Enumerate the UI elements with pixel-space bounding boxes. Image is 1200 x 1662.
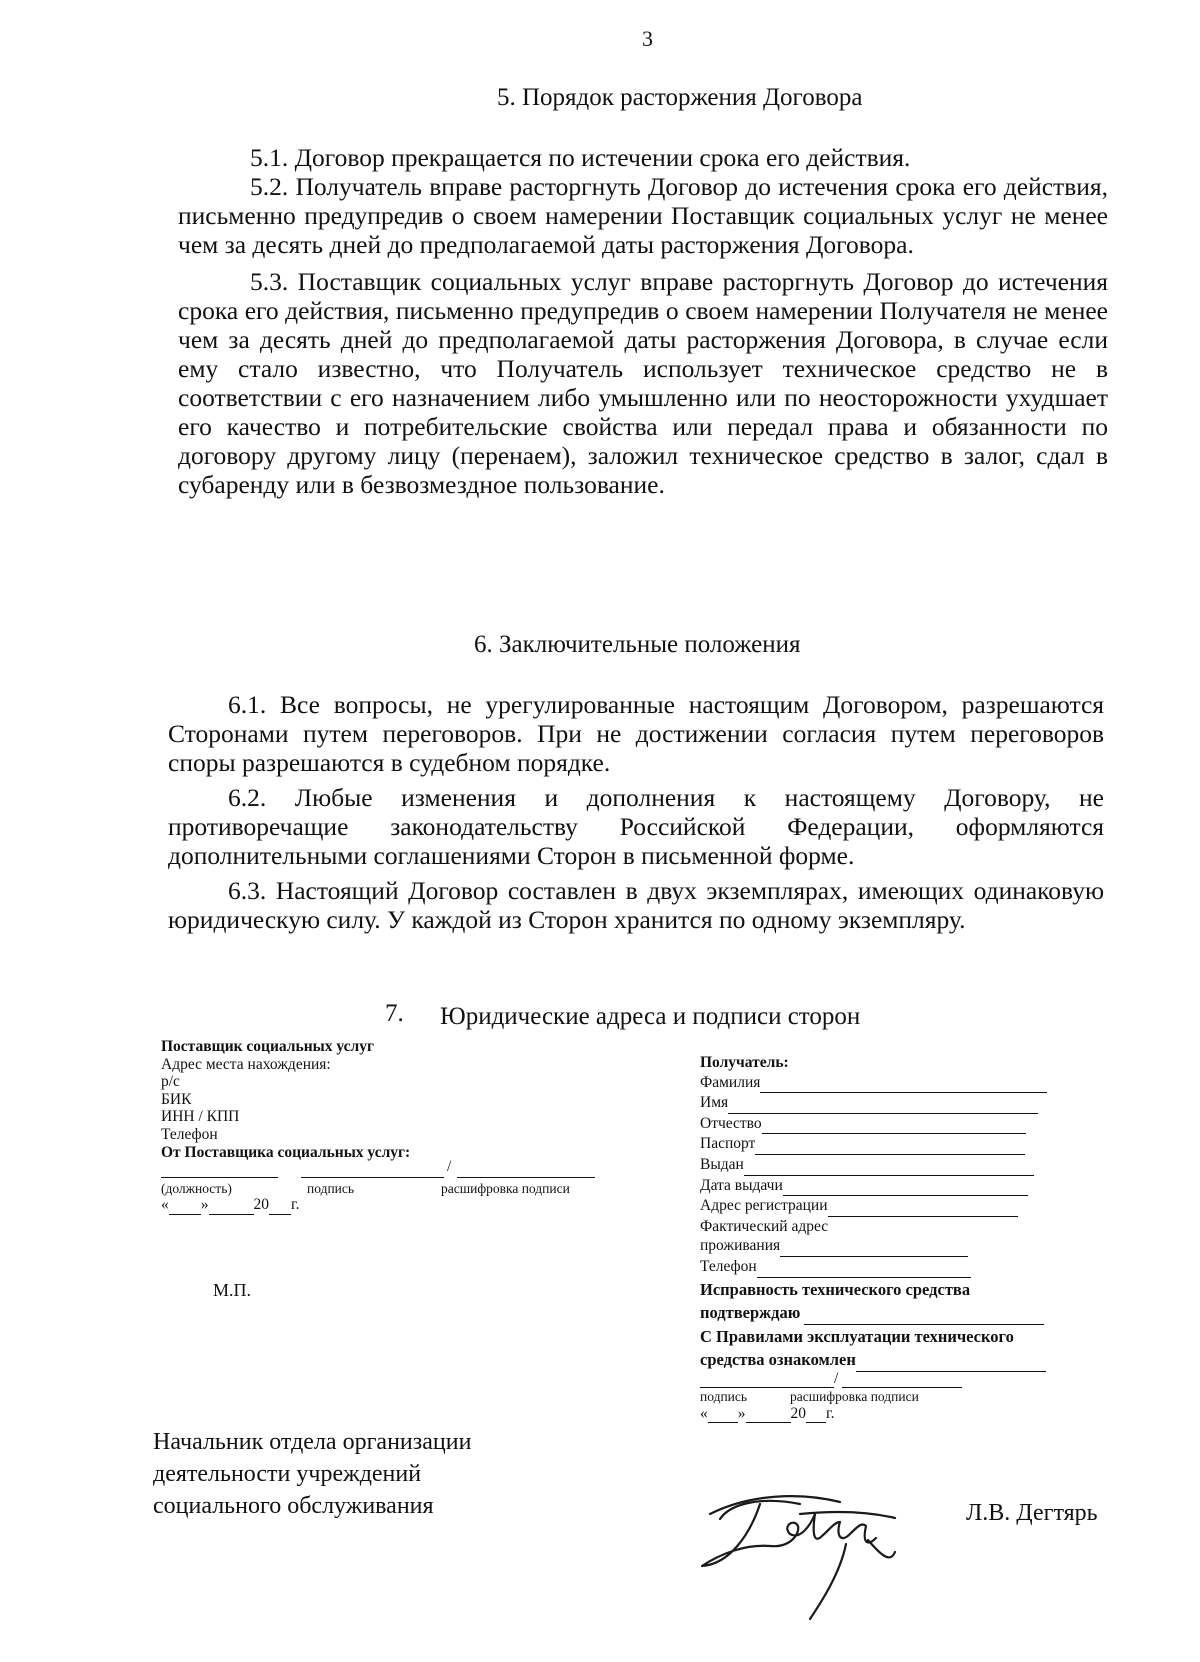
supplier-heading: Поставщик социальных услуг [161,1038,374,1055]
passport-label: Паспорт [700,1135,756,1153]
decoding-caption: расшифровка подписи [441,1181,570,1197]
supplier-inn-label: ИНН / КПП [161,1108,240,1126]
recipient-decoding-line [842,1372,962,1388]
clause-5-1: 5.1. Договор прекращается по истечении срока его действия. [250,143,911,172]
section-7-number: 7. [385,1000,404,1027]
signature-scribble [690,1474,910,1624]
supplier-bik-label: БИК [161,1090,192,1108]
signature-line [301,1161,444,1178]
supplier-signature-captions [161,1180,601,1196]
clause-5-3: 5.3. Поставщик социальных услуг вправе расторгнуть Договор до истечения срока его действия, письменно предупредив о своем намерении Получателя не менее чем за десять дней до предполагаемой даты расторжения Договора, в случае если ему стало известно, что Получатель использует техническое средство не в соответствии с его назначением либо умышленно или по неосторожности ухудшает его качество и потребительские свойства или передал права и обязанности по договору другому лицу (перенаем), заложил техническое средство в залог, сдал в субаренду или в безвозмездное пользование. [178,267,1108,499]
recipient-actual-address-row [700,1236,1100,1257]
decoding-line [457,1161,595,1178]
recipient-signature-lines [700,1369,1100,1389]
chief-title [153,1426,471,1522]
clause-6-1: 6.1. Все вопросы, не урегулированные настоящим Договором, разрешаются Сторонами путем переговоров. При не достижении согласия путем переговоров споры разрешаются в судебном порядке. [168,690,1104,777]
position-caption: (должность) [161,1181,232,1197]
section-5-body [178,143,1108,499]
signer-name: Л.В. Дегтярь [966,1500,1098,1526]
residence-label: проживания [700,1237,781,1255]
chief-title-line1: Начальник отдела организации [153,1429,472,1455]
supplier-block [161,1038,601,1215]
recipient-signature-line [700,1372,834,1388]
handwritten-signature [690,1474,910,1624]
recipient-signature-captions [700,1389,1100,1405]
supplier-from-label: От Поставщика социальных услуг: [161,1143,411,1161]
section-6-title: 6. Заключительные положения [474,631,801,658]
stamp-place-label: М.П. [213,1280,252,1300]
recipient-name-row [700,1093,1100,1114]
recipient-reg-address-row [700,1196,1100,1217]
recipient-issued-row [700,1155,1100,1176]
supplier-address-label: Адрес места нахождения: [161,1055,331,1073]
recipient-heading: Получатель: [700,1054,789,1071]
clause-5-2: 5.2. Получатель вправе расторгнуть Договор до истечения срока его действия, письменно предупредив о своем намерении Поставщик социальных услуг не менее чем за десять дней до предполагаемой даты расторжения Договора. [178,172,1108,259]
recipient-passport-row [700,1134,1100,1155]
recipient-issue-date-row [700,1176,1100,1197]
section-7-title: Юридические адреса и подписи сторон [440,1003,861,1030]
recipient-date-line: « » 20 г. [700,1404,835,1422]
surname-label: Фамилия [700,1073,761,1091]
condition-confirm-row [700,1301,1100,1325]
page-number: 3 [642,26,653,51]
supplier-date-line: « » 20 г. [161,1196,300,1214]
recipient-signature-caption: подпись [700,1388,748,1404]
patronymic-label: Отчество [700,1114,762,1132]
recipient-phone-row [700,1257,1100,1278]
supplier-signature-lines [161,1158,601,1180]
position-line [161,1161,278,1178]
condition-confirm-line1: Исправность технического средства [700,1279,971,1299]
chief-title-line3: социального обслуживания [153,1493,434,1519]
recipient-block [700,1053,1100,1423]
recipient-signature-slash: / [834,1369,839,1387]
issue-date-label: Дата выдачи [700,1176,783,1194]
section-5-title: 5. Порядок расторжения Договора [497,84,863,111]
clause-6-2: 6.2. Любые изменения и дополнения к настоящему Договору, не противоречащие законодательству Российской Федерации, оформляются дополнительными соглашениями Сторон в письменной форме. [168,783,1104,870]
rules-ack-line1: С Правилами эксплуатации технического [700,1326,1014,1346]
name-label: Имя [700,1094,729,1112]
recipient-surname-row [700,1073,1100,1094]
supplier-account-label: р/с [161,1073,180,1091]
recipient-patronymic-row [700,1114,1100,1135]
clause-6-3: 6.3. Настоящий Договор составлен в двух экземплярах, имеющих одинаковую юридическую силу. У каждой из Сторон хранится по одному экземпляру. [168,876,1104,934]
rules-ack-line2: средства ознакомлен [700,1349,856,1369]
actual-address-label: Фактический адрес [700,1217,829,1235]
supplier-phone-label: Телефон [161,1125,218,1143]
signature-caption: подпись [307,1181,355,1197]
issued-label: Выдан [700,1155,744,1173]
rules-ack-row [700,1348,1100,1372]
chief-title-line2: деятельности учреждений [153,1461,422,1487]
signature-slash: / [447,1158,452,1176]
recipient-decoding-caption: расшифровка подписи [790,1388,919,1404]
reg-address-label: Адрес регистрации [700,1197,828,1215]
recipient-phone-label: Телефон [700,1257,757,1275]
section-6-body [168,690,1104,934]
condition-confirm-line2: подтверждаю [700,1302,801,1322]
